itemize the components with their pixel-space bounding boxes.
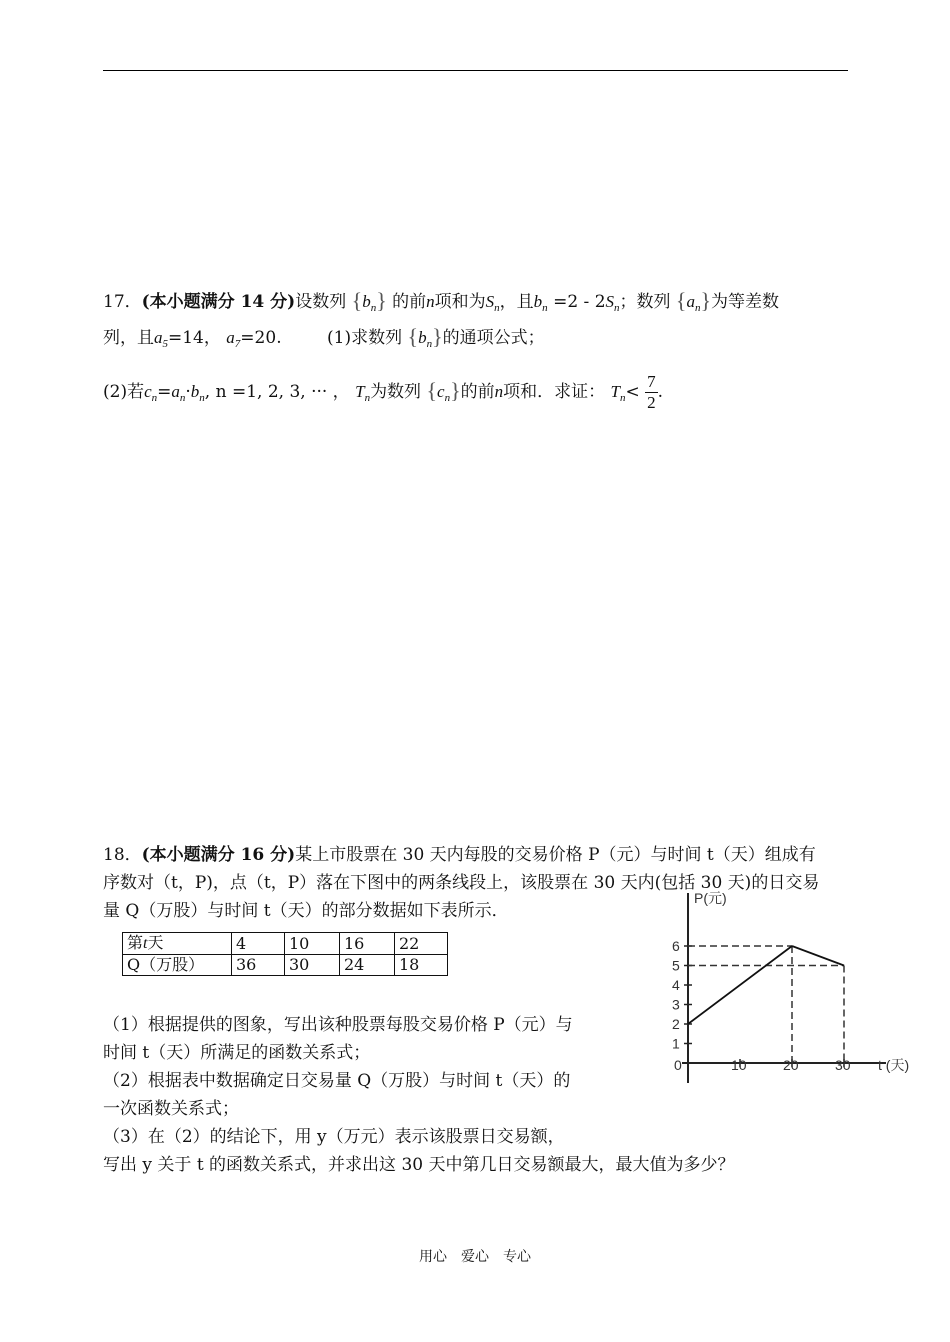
header-rule <box>103 70 848 71</box>
q18-part1b: 时间 t（天）所满足的函数关系式； <box>103 1043 371 1063</box>
q18-part1a: （1）根据提供的图象，写出该种股票每股交易价格 P（元）与 <box>103 1015 573 1035</box>
q18-line3: 量 Q（万股）与时间 t（天）的部分数据如下表所示． <box>103 901 509 921</box>
fraction-7-2: $\frac{7}{2}$ <box>647 372 656 412</box>
x-tick-label: 0 <box>674 1057 682 1073</box>
volume-table <box>122 932 448 976</box>
q17-line2: 列，且$a_5=14$， $a_7=20$. (1)求数列 $\{b_n\}$的通项公式； <box>103 324 545 350</box>
price-graph <box>660 885 930 1090</box>
footer: 用心 爱心 专心 <box>419 1249 531 1265</box>
q18-line2: 序数对（t，P)，点（t，P）落在下图中的两条线段上，该股票在 30 天内(包括 30 天)的日交易 <box>103 873 820 893</box>
price-segment-2 <box>792 946 844 966</box>
x-axis-label: t (天) <box>878 1057 910 1073</box>
x-tick-label: 30 <box>835 1057 851 1073</box>
q18-part2a: （2）根据表中数据确定日交易量 Q（万股）与时间 t（天）的 <box>103 1071 571 1091</box>
y-tick-label: 2 <box>672 1016 680 1032</box>
q18-part3a: （3）在（2）的结论下，用 y（万元）表示该股票日交易额， <box>103 1127 565 1147</box>
table-row: Q（万股） 36 30 24 18 <box>123 955 448 976</box>
y-tick-label: 6 <box>672 938 680 954</box>
q18-part2b: 一次函数关系式； <box>103 1099 239 1119</box>
y-tick-label: 4 <box>672 977 680 993</box>
q18-line1: 18．(本小题满分 16 分)某上市股票在 30 天内每股的交易价格 P（元）与时间 t（天）组成有 <box>103 845 816 865</box>
y-axis-label: P(元) <box>694 890 727 906</box>
q17-line1: 17．(本小题满分 14 分)设数列 $\{b_n\}$ 的前n项和为$S_n$，且$b_n =2 - 2S_n$；数列 $\{a_n\}$为等差数 <box>103 288 780 314</box>
y-tick-label: 1 <box>672 1035 680 1052</box>
y-tick-label: 5 <box>672 957 680 974</box>
y-tick-label: 3 <box>672 996 680 1013</box>
price-segment-1 <box>688 946 792 1024</box>
table-row: 第t天 4 10 16 22 <box>123 933 448 955</box>
q18-part3b: 写出 y 关于 t 的函数关系式，并求出这 30 天中第几日交易额最大，最大值为多少？ <box>103 1155 735 1175</box>
x-tick-label: 20 <box>783 1057 799 1073</box>
q17-line3: (2)若$c_n=a_n\cdot b_n$, n =1, 2, 3, ··· ， $T_n$为数列 $\{c_n\}$的前n项和．求证： $T_n<$ $\frac{7}{2}$ . <box>103 372 664 412</box>
x-tick-label: 10 <box>731 1057 747 1073</box>
